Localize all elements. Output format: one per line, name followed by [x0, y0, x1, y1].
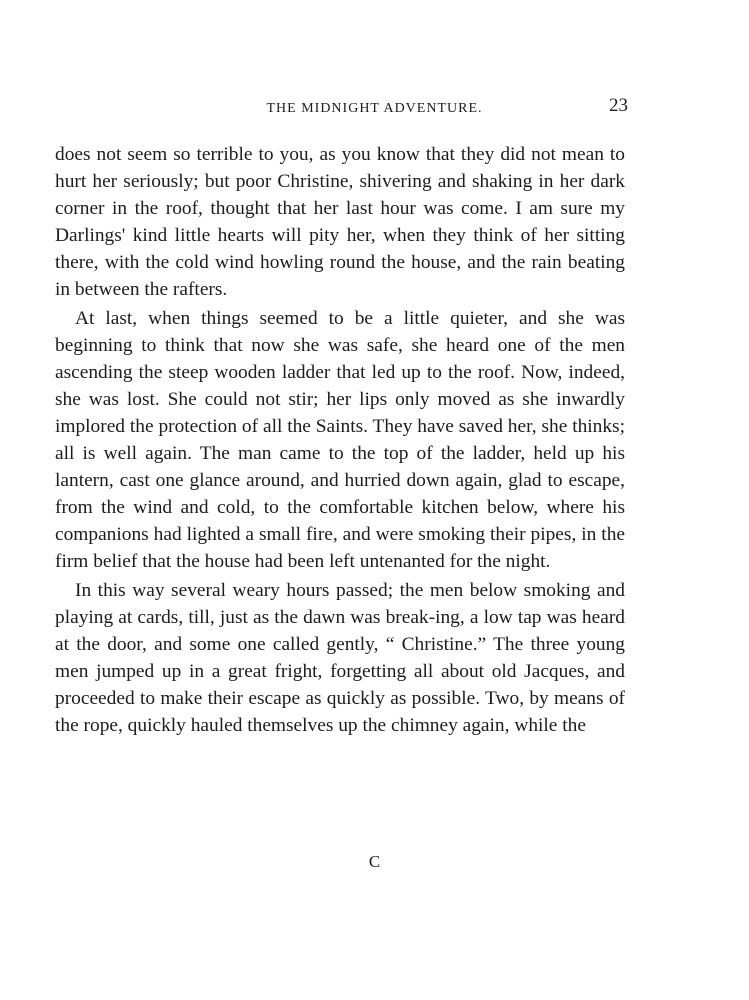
- running-title: THE MIDNIGHT ADVENTURE.: [266, 101, 483, 116]
- paragraph: does not seem so terrible to you, as you know that they did not mean to hurt her seriously; but poor Christine, shivering and shaking in her dark corner in the roof, thought that her last hour was come. I am sure my Darlings' kind little hearts will pity her, when they think of her sitting there, with the cold wind howling round the house, and the rain beating in between the rafters.: [55, 144, 625, 300]
- paragraph: In this way several weary hours passed; the men below smoking and playing at cards, till, just as the dawn was break-ing, a low tap was heard at the door, and some one called gently, “ Christine.” The three young men jumped up in a great fright, forgetting all about old Jacques, and proceeded to make their escape as quickly as possible. Two, by means of the rope, quickly hauled themselves up the chimney again, while the: [55, 580, 625, 736]
- page-number: 23: [609, 95, 628, 116]
- signature-mark: C: [368, 852, 381, 871]
- paragraph: At last, when things seemed to be a little quieter, and she was beginning to think that now she was safe, she heard one of the men ascending the steep wooden ladder that led up to the roof. Now, indeed, she was lost. She could not stir; her lips only moved as she inwardly implored the protection of all the Saints. They have saved her, she thinks; all is well again. The man came to the top of the ladder, held up his lantern, cast one glance around, and hurried down again, glad to escape, from the wind and cold, to the comfortable kitchen below, where his companions had lighted a small fire, and were smoking their pipes, in the firm belief that the house had been left untenanted for the night.: [55, 308, 625, 572]
- body-text: [55, 141, 625, 739]
